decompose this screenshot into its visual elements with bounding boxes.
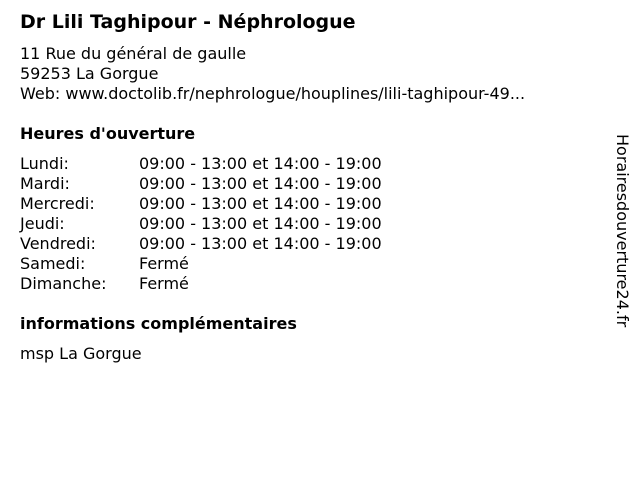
day-label: Jeudi:: [20, 214, 65, 233]
info-heading: informations complémentaires: [20, 314, 297, 333]
day-label: Dimanche:: [20, 274, 107, 293]
day-label: Vendredi:: [20, 234, 96, 253]
day-label: Samedi:: [20, 254, 86, 273]
street-address: 11 Rue du général de gaulle: [20, 44, 247, 63]
time-value: 09:00 - 13:00 et 14:00 - 19:00: [139, 234, 382, 253]
day-label: Mercredi:: [20, 194, 95, 213]
page-title: Dr Lili Taghipour - Néphrologue: [20, 11, 356, 33]
day-label: Mardi:: [20, 174, 70, 193]
hours-heading: Heures d'ouverture: [20, 124, 196, 143]
time-value: 09:00 - 13:00 et 14:00 - 19:00: [139, 194, 382, 213]
site-watermark: [612, 134, 632, 374]
time-value: 09:00 - 13:00 et 14:00 - 19:00: [139, 174, 382, 193]
website-text: Web: www.doctolib.fr/nephrologue/houplines/lili-taghipour-49...: [20, 84, 526, 103]
address-block: [20, 44, 525, 104]
watermark-text: Horairesdouverture24.fr: [613, 134, 632, 328]
city-postcode: 59253 La Gorgue: [20, 64, 159, 83]
time-value: 09:00 - 13:00 et 14:00 - 19:00: [139, 154, 382, 173]
day-label: Lundi:: [20, 154, 69, 173]
time-value: 09:00 - 13:00 et 14:00 - 19:00: [139, 214, 382, 233]
time-value: Fermé: [139, 274, 189, 293]
info-text: msp La Gorgue: [20, 344, 142, 363]
time-value: Fermé: [139, 254, 189, 273]
